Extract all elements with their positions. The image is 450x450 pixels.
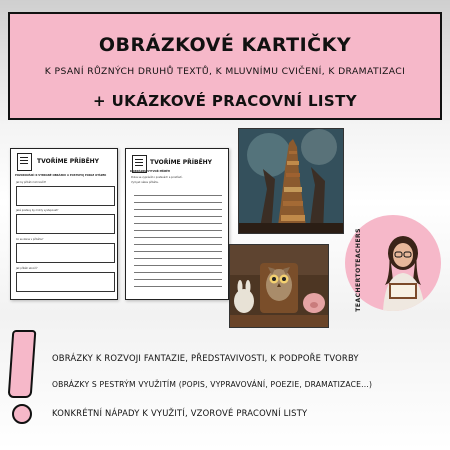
answer-box <box>16 186 115 206</box>
watermark: TEACHERTOTEACHERS <box>355 228 362 312</box>
illustration-owl-animals <box>229 244 329 328</box>
worksheet-question: Vymysli název příběhu. <box>131 181 159 184</box>
exclamation-icon <box>8 330 37 398</box>
page-title: OBRÁZKOVÉ KARTIČKY <box>98 34 352 56</box>
worksheet-preview-2 <box>125 148 229 300</box>
worksheet-preview-1 <box>10 148 118 300</box>
worksheet-title: TVOŘÍME PŘÍBĚHY <box>37 158 100 165</box>
writing-lines <box>134 189 222 289</box>
answer-box <box>16 243 115 263</box>
worksheet-subtitle: K OBRÁZKU VYTVOŘ PŘÍBĚH <box>130 170 170 173</box>
exclamation-dot-icon <box>12 404 32 424</box>
worksheet-question: Jak by příběh mohl začít? <box>16 181 47 184</box>
worksheet-question: Jaké postavy by mohly vystupovat? <box>16 209 59 212</box>
answer-box <box>16 272 115 292</box>
header-banner <box>8 12 442 120</box>
worksheet-subtitle: POZOROVÁNÍ: K VYBRANÉ OBRÁZKU A POSTUPUJ PODLE OTÁZEK <box>15 174 107 177</box>
feature-item: OBRÁZKY S PESTRÝM VYUŽITÍM (POPIS, VYPRAVOVÁNÍ, POEZIE, DRAMATIZACE...) <box>52 380 373 389</box>
notepad-icon <box>17 153 32 171</box>
page-subtitle: K PSANÍ RŮZNÝCH DRUHŮ TEXTŮ, K MLUVNÍMU CVIČENÍ, K DRAMATIZACI <box>44 66 406 77</box>
feature-item: KONKRÉTNÍ NÁPADY K VYUŽITÍ, VZOROVÉ PRACOVNÍ LISTY <box>52 408 308 418</box>
owl-animals-illustration <box>230 245 328 327</box>
worksheet-question: Jak příběh skončí? <box>16 267 38 270</box>
worksheet-question: Co se stane v příběhu? <box>16 238 44 241</box>
tagline: + UKÁZKOVÉ PRACOVNÍ LISTY <box>93 92 357 110</box>
worksheet-title: TVOŘÍME PŘÍBĚHY <box>150 159 213 166</box>
feature-item: OBRÁZKY K ROZVOJI FANTAZIE, PŘEDSTAVIVOSTI, K PODPOŘE TVORBY <box>52 353 359 363</box>
worksheet-question: Pokus se vyprávět o postavách a prostředí. <box>131 176 183 179</box>
answer-box <box>16 214 115 234</box>
illustration-book-tower <box>238 128 344 234</box>
book-tower-illustration <box>239 129 343 233</box>
